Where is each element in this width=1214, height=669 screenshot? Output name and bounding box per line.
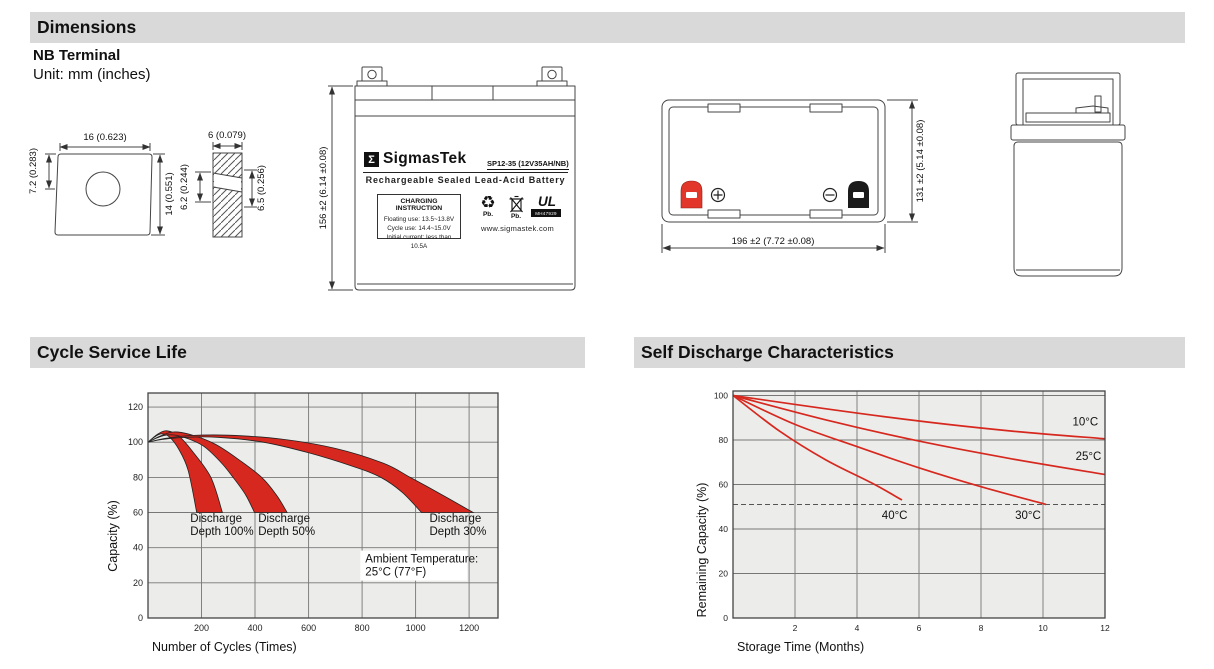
terminal-height-dim: 14 (0.551) xyxy=(164,172,175,216)
svg-text:25°C (77°F): 25°C (77°F) xyxy=(365,566,427,579)
right-terminal-post xyxy=(542,67,562,82)
svg-text:100: 100 xyxy=(713,390,728,401)
svg-text:80: 80 xyxy=(132,472,143,483)
top-view-height-dim: 131 ±2 (5.14 ±0.08) xyxy=(915,119,926,203)
svg-text:2: 2 xyxy=(792,623,798,633)
charging-line-2: Cycle use: 14.4~15.0V xyxy=(387,225,451,233)
self-discharge-chart xyxy=(693,384,1113,669)
terminal-hole xyxy=(86,172,120,206)
svg-text:800: 800 xyxy=(354,623,370,633)
charging-instruction-box xyxy=(377,194,461,251)
terminal-section-hatch xyxy=(213,153,242,237)
self-discharge-plot xyxy=(693,384,1113,666)
svg-text:20: 20 xyxy=(718,568,728,579)
svg-text:Discharge: Discharge xyxy=(258,513,310,526)
svg-text:40°C: 40°C xyxy=(881,510,908,522)
svg-text:Storage Time (Months): Storage Time (Months) xyxy=(737,640,865,654)
side-body-outline xyxy=(1014,142,1122,276)
battery-top-view xyxy=(650,85,950,265)
svg-text:60: 60 xyxy=(718,479,728,490)
svg-text:Number of Cycles (Times): Number of Cycles (Times) xyxy=(152,640,297,654)
terminal-type-label: NB Terminal xyxy=(33,47,121,64)
svg-text:Remaining Capacity (%): Remaining Capacity (%) xyxy=(695,482,709,618)
svg-text:12: 12 xyxy=(1100,623,1110,633)
battery-type-line: Rechargeable Sealed Lead-Acid Battery xyxy=(365,175,566,185)
side-lid-outline xyxy=(1016,73,1120,125)
brand-name: SigmasTek xyxy=(383,150,467,167)
unit-note: Unit: mm (inches) xyxy=(33,66,151,83)
svg-text:40: 40 xyxy=(718,524,728,534)
battery-label xyxy=(363,150,569,251)
terminal-detail-drawing xyxy=(25,118,315,273)
svg-text:60: 60 xyxy=(132,507,143,518)
self-discharge-title: Self Discharge Characteristics xyxy=(641,342,894,362)
svg-text:100: 100 xyxy=(127,437,143,448)
crossed-bin-pb-icon: Pb. xyxy=(505,195,527,220)
svg-text:Depth 100%: Depth 100% xyxy=(190,526,254,539)
svg-text:25°C: 25°C xyxy=(1075,451,1102,463)
self-discharge-section-header xyxy=(634,337,1185,368)
svg-text:10: 10 xyxy=(1038,623,1048,633)
svg-text:20: 20 xyxy=(132,577,143,588)
svg-text:120: 120 xyxy=(127,402,143,413)
charging-line-1: Floating use: 13.5~13.8V xyxy=(383,216,455,223)
svg-text:1200: 1200 xyxy=(459,623,480,633)
svg-text:80: 80 xyxy=(718,435,728,445)
battery-height-dim: 156 ±2 (6.14 ±0.08) xyxy=(318,146,329,230)
svg-text:600: 600 xyxy=(301,623,317,633)
svg-text:Depth 50%: Depth 50% xyxy=(258,526,316,539)
svg-text:200: 200 xyxy=(193,623,210,633)
cycle-service-life-chart xyxy=(103,386,515,669)
terminal-left-dim: 7.2 (0.283) xyxy=(28,148,39,194)
battery-side-view xyxy=(998,58,1143,298)
section-left-dim: 6.2 (0.244) xyxy=(179,164,190,210)
ul-mark-icon: UL xyxy=(538,194,556,209)
svg-text:Capacity (%): Capacity (%) xyxy=(106,500,120,572)
svg-text:1000: 1000 xyxy=(405,623,426,633)
website-url: www.sigmastek.com xyxy=(481,224,555,233)
charging-title: CHARGING INSTRUCTION xyxy=(395,198,443,212)
svg-text:Depth 30%: Depth 30% xyxy=(429,526,487,539)
svg-text:8: 8 xyxy=(978,623,984,633)
svg-text:0: 0 xyxy=(137,613,143,623)
cycle-service-life-plot xyxy=(103,386,515,664)
svg-text:10°C: 10°C xyxy=(1072,416,1099,429)
svg-text:400: 400 xyxy=(247,623,263,633)
top-view-width-dim: 196 ±2 (7.72 ±0.08) xyxy=(731,236,815,247)
svg-text:Discharge: Discharge xyxy=(190,513,243,526)
recycle-pb-icon: ♻ Pb. xyxy=(480,193,496,218)
cycle-life-section-header xyxy=(30,337,585,368)
svg-text:6: 6 xyxy=(916,623,922,633)
model-number: SP12-35 (12V35AH/NB) xyxy=(487,159,569,168)
svg-text:Discharge: Discharge xyxy=(429,513,482,526)
svg-text:30°C: 30°C xyxy=(1015,510,1041,522)
section-width-dim: 6 (0.079) xyxy=(207,130,247,141)
svg-text:Ambient Temperature:: Ambient Temperature: xyxy=(365,553,479,566)
svg-text:40: 40 xyxy=(132,542,143,553)
svg-text:4: 4 xyxy=(854,623,860,633)
label-divider xyxy=(363,172,568,173)
section-right-dim: 6.5 (0.256) xyxy=(256,165,267,211)
charging-line-3: Initial current: less than 10.5A xyxy=(386,234,452,251)
svg-text:0: 0 xyxy=(723,613,728,623)
ul-file-number: MH47929 xyxy=(531,209,561,217)
terminal-width-dim: 16 (0.623) xyxy=(83,132,127,143)
dimensions-title: Dimensions xyxy=(37,17,137,37)
sigma-logo-icon: Σ xyxy=(364,152,379,167)
cycle-life-title: Cycle Service Life xyxy=(37,342,187,362)
terminal-face-outline xyxy=(55,154,152,235)
dimensions-section-header xyxy=(30,12,1185,43)
left-terminal-post xyxy=(362,67,382,82)
